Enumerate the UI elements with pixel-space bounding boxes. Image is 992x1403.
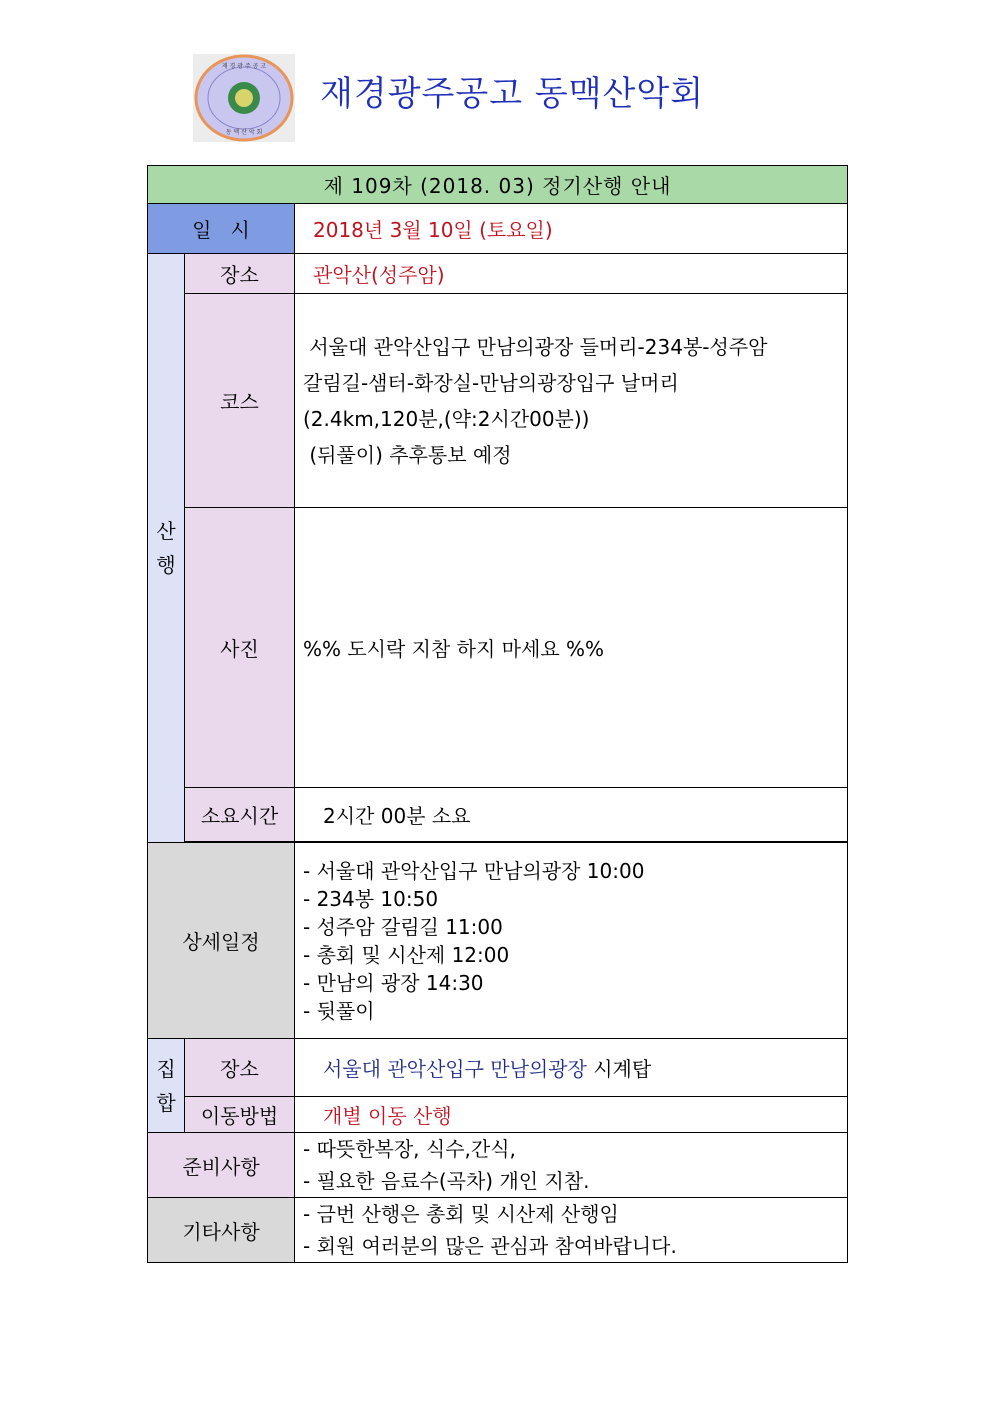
place-label: 장소: [185, 254, 295, 294]
other-list: [295, 1198, 848, 1263]
photo-label: 사진: [185, 508, 295, 788]
meeting-group-char-2: 합: [156, 1090, 176, 1115]
place-value: 관악산(성주암): [295, 254, 848, 294]
other-row: [148, 1198, 848, 1263]
meeting-group-char-1: 집: [156, 1056, 176, 1081]
other-item: - 회원 여러분의 많은 관심과 참여바랍니다.: [303, 1234, 677, 1258]
course-line: (뒤풀이) 추후통보 예정: [303, 442, 512, 467]
meeting-place-row: [148, 1039, 848, 1097]
hiking-notice-table: [147, 165, 848, 1263]
duration-row: [148, 788, 848, 842]
date-label: 일 시: [148, 204, 295, 254]
meeting-place-value: [295, 1039, 848, 1097]
prep-list: [295, 1133, 848, 1198]
course-line: 갈림길-샘터-화장실-만남의광장입구 날머리: [303, 370, 679, 395]
course-line: 서울대 관악산입구 만남의광장 들머리-234봉-성주암: [303, 334, 768, 359]
club-seal-logo-icon: [193, 54, 295, 142]
schedule-row: [148, 843, 848, 1039]
hike-group-char-1: 산: [156, 519, 176, 543]
schedule-item: - 총회 및 시산제 12:00: [303, 942, 510, 967]
schedule-item: - 성주암 갈림길 11:00: [303, 914, 503, 939]
schedule-item: - 뒷풀이: [303, 998, 375, 1023]
date-value: 2018년 3월 10일 (토요일): [295, 204, 848, 254]
course-label: 코스: [185, 294, 295, 508]
transport-value: 개별 이동 산행: [295, 1097, 848, 1133]
meeting-place-rest: 시계탑: [586, 1057, 652, 1081]
club-logo: [193, 54, 295, 142]
place-row: [148, 254, 848, 294]
course-value: [295, 294, 848, 508]
meeting-group-label: [148, 1039, 185, 1133]
duration-label: 소요시간: [185, 788, 295, 842]
prep-item: - 필요한 음료수(곡차) 개인 지참.: [303, 1169, 590, 1193]
course-row: [148, 294, 848, 508]
other-label: 기타사항: [148, 1198, 295, 1263]
title-row: [148, 166, 848, 204]
other-item: - 금번 산행은 총회 및 시산제 산행임: [303, 1202, 619, 1226]
course-line: (2.4km,120분,(약:2시간00분)): [303, 406, 590, 431]
transport-row: [148, 1097, 848, 1133]
duration-value: 2시간 00분 소요: [295, 788, 848, 842]
prep-row: [148, 1133, 848, 1198]
transport-label: 이동방법: [185, 1097, 295, 1133]
meeting-place-label: 장소: [185, 1039, 295, 1097]
photo-note: %% 도시락 지참 하지 마세요 %%: [295, 508, 848, 788]
date-row: [148, 204, 848, 254]
schedule-item: - 서울대 관악산입구 만남의광장 10:00: [303, 858, 645, 883]
photo-row: [148, 508, 848, 788]
schedule-list: [295, 843, 848, 1039]
meeting-place-highlight: 서울대 관악산입구 만남의광장: [323, 1057, 587, 1081]
schedule-label: 상세일정: [148, 843, 295, 1039]
hike-group-label: [148, 254, 185, 843]
schedule-item: - 234봉 10:50: [303, 886, 439, 911]
notice-title: 제 109차 (2018. 03) 정기산행 안내: [148, 166, 848, 204]
hike-group-char-2: 행: [156, 553, 176, 577]
prep-item: - 따뜻한복장, 식수,간식,: [303, 1137, 516, 1161]
svg-text:동 맥 산 악 회: 동 맥 산 악 회: [225, 129, 263, 136]
svg-text:재 경 광 주 공 고: 재 경 광 주 공 고: [221, 63, 267, 70]
org-title: 재경광주공고 동맥산악회: [320, 74, 705, 114]
prep-label: 준비사항: [148, 1133, 295, 1198]
schedule-item: - 만남의 광장 14:30: [303, 970, 484, 995]
